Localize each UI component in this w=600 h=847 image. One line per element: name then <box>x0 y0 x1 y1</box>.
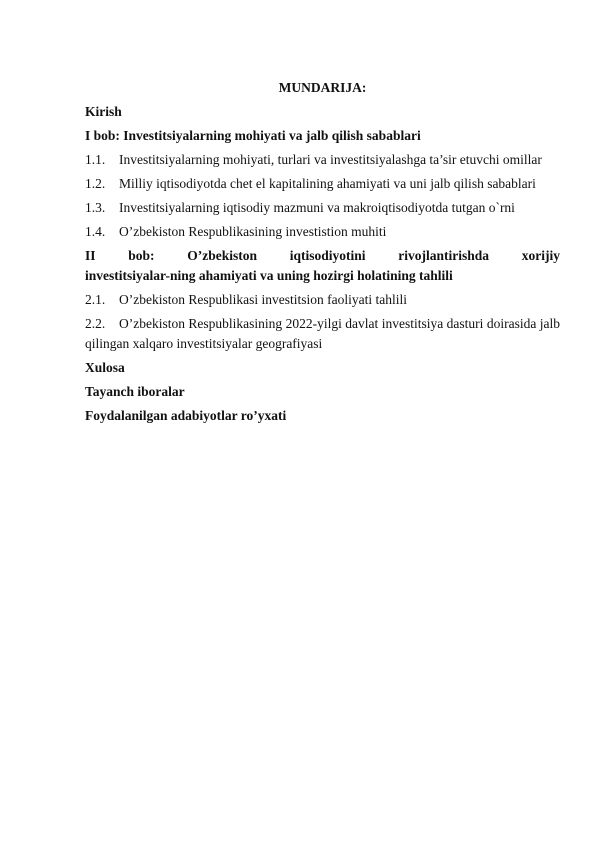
toc-item-text: O’zbekiston Respublikasi investitsion faoliyati tahlili <box>119 292 407 307</box>
toc-chapter-2-heading-line-1: II bob: O’zbekiston iqtisodiyotini rivojlantirishda xorijiy <box>85 248 560 263</box>
toc-chapter-1-heading: I bob: Investitsiyalarning mohiyati va jalb qilish sabablari <box>85 128 421 143</box>
toc-chapter-2-heading-line-2: investitsiyalar-ning ahamiyati va uning hozirgi holatining tahlili <box>85 268 453 283</box>
toc-item-number: 2.2. <box>85 316 106 331</box>
toc-item-1-3 <box>85 198 560 218</box>
page-title: MUNDARIJA: <box>278 80 367 95</box>
table-of-contents <box>85 78 560 430</box>
toc-item-1-1 <box>85 150 560 170</box>
toc-chapter-2-heading <box>85 246 560 286</box>
toc-item-1-2 <box>85 174 560 194</box>
toc-item-text: Investitsiyalarning iqtisodiy mazmuni va makroiqtisodiyotda tutgan o`rni <box>119 200 515 215</box>
toc-item-number: 1.4. <box>85 224 106 239</box>
toc-keywords: Tayanch iboralar <box>85 384 185 399</box>
toc-item-1-4 <box>85 222 560 242</box>
toc-item-text: O’zbekiston Respublikasining 2022-yilgi davlat investitsiya dasturi doirasida jalb qilingan xalqaro investitsiyalar geografiyasi <box>85 316 560 351</box>
toc-item-text: Milliy iqtisodiyotda chet el kapitalining ahamiyati va uni jalb qilish sabablari <box>119 176 536 191</box>
toc-item-number: 1.2. <box>85 176 106 191</box>
toc-item-2-1 <box>85 290 560 310</box>
toc-conclusion: Xulosa <box>85 360 125 375</box>
toc-item-text: Investitsiyalarning mohiyati, turlari va investitsiyalashga ta’sir etuvchi omillar <box>119 152 542 167</box>
toc-intro: Kirish <box>85 104 122 119</box>
toc-item-text: O’zbekiston Respublikasining investistion muhiti <box>119 224 387 239</box>
toc-item-number: 2.1. <box>85 292 106 307</box>
toc-item-number: 1.1. <box>85 152 106 167</box>
toc-item-2-2 <box>85 314 560 354</box>
toc-item-number: 1.3. <box>85 200 106 215</box>
toc-references: Foydalanilgan adabiyotlar ro’yxati <box>85 408 287 423</box>
